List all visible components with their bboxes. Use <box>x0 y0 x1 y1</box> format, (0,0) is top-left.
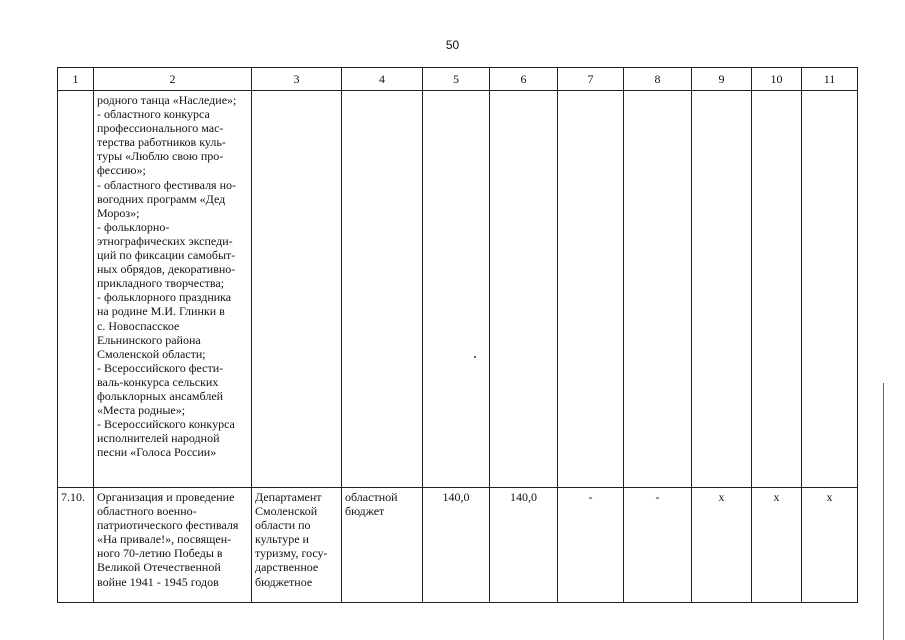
item-description-lines <box>94 488 251 589</box>
text-line: бюджет <box>345 504 385 519</box>
text-line: исполнителей народной <box>97 431 220 446</box>
text-line: песни «Голоса России» <box>97 445 217 460</box>
text-line: бюджетное <box>255 574 313 589</box>
text-line: родного танца «Наследие»; <box>97 93 237 107</box>
cell-empty-6 <box>490 91 558 488</box>
cell-empty-7 <box>558 91 624 488</box>
program-table <box>57 67 858 603</box>
cell-empty-9 <box>692 91 752 488</box>
cell-empty-5 <box>423 91 490 488</box>
cell-empty-10 <box>752 91 802 488</box>
cell-col11 <box>802 488 858 603</box>
cell-col10 <box>752 488 802 603</box>
cell-year1 <box>490 488 558 603</box>
cell-empty-4 <box>342 91 423 488</box>
header-col-10: 10 <box>752 68 802 91</box>
cell-description-continuation <box>94 91 252 488</box>
text-line: войне 1941 - 1945 годов <box>97 574 219 589</box>
header-col-2: 2 <box>94 68 252 91</box>
total-value: 140,0 <box>442 490 470 504</box>
text-line: с. Новоспасское <box>97 318 180 333</box>
col9-value: х <box>718 490 725 504</box>
cell-empty-8 <box>624 91 692 488</box>
text-line: - областного фестиваля но- <box>97 177 236 192</box>
text-line: туры «Люблю свою про- <box>97 149 224 164</box>
text-line: ций по фиксации самобыт- <box>97 248 236 263</box>
header-col-11: 11 <box>802 68 858 91</box>
header-col-4: 4 <box>342 68 423 91</box>
text-line: туризму, госу- <box>255 546 328 561</box>
text-line: Смоленской <box>255 504 318 519</box>
text-line: Великой Отечественной <box>97 560 221 575</box>
header-col-3: 3 <box>252 68 342 91</box>
cell-col9 <box>692 488 752 603</box>
text-line: на родине М.И. Глинки в <box>97 304 225 319</box>
scan-margin-line <box>883 383 884 640</box>
text-line: культуре и <box>255 532 309 547</box>
text-line: - Всероссийского фести- <box>97 360 224 375</box>
text-line: прикладного творчества; <box>97 276 225 291</box>
col11-value: х <box>826 490 833 504</box>
year2-value: - <box>588 490 593 504</box>
text-line: - фольклорно- <box>97 219 170 234</box>
cell-executor <box>252 488 342 603</box>
text-line: ного 70-летию Победы в <box>97 546 223 561</box>
text-line: фессию»; <box>97 163 146 178</box>
text-line: - фольклорного праздника <box>97 290 232 305</box>
cell-item-number <box>58 488 94 603</box>
text-line: - Всероссийского конкурса <box>97 417 235 432</box>
header-col-7: 7 <box>558 68 624 91</box>
text-line: Организация и проведение <box>97 490 235 504</box>
header-row <box>58 68 858 91</box>
page-number: 50 <box>445 38 460 52</box>
text-line: Ельнинского района <box>97 332 201 347</box>
text-line: валь-конкурса сельских <box>97 374 219 389</box>
text-line: областного военно- <box>97 504 197 519</box>
description-lines <box>94 91 251 459</box>
table-row-7-10 <box>58 488 858 603</box>
cell-empty-11 <box>802 91 858 488</box>
text-line: профессионального мас- <box>97 121 224 136</box>
header-col-1: 1 <box>58 68 94 91</box>
item-number: 7.10. <box>61 490 85 504</box>
cell-funding-source <box>342 488 423 603</box>
text-line: - областного конкурса <box>97 107 210 122</box>
executor-lines <box>252 488 341 589</box>
text-line: областной <box>345 490 398 504</box>
text-line: вогодних программ «Дед <box>97 191 226 206</box>
text-line: Департамент <box>255 490 322 504</box>
text-line: фольклорных ансамблей <box>97 388 224 403</box>
col10-value: х <box>773 490 780 504</box>
header-col-5: 5 <box>423 68 490 91</box>
table-row-continuation <box>58 91 858 488</box>
cell-empty-3 <box>252 91 342 488</box>
text-line: патриотического фестиваля <box>97 518 239 533</box>
text-line: «На привале!», посвящен- <box>97 532 232 547</box>
text-line: Смоленской области; <box>97 346 206 361</box>
cell-item-description <box>94 488 252 603</box>
text-line: терства работников куль- <box>97 135 226 150</box>
text-line: «Места родные»; <box>97 403 186 418</box>
header-col-6: 6 <box>490 68 558 91</box>
text-line: дарственное <box>255 560 319 575</box>
cell-total <box>423 488 490 603</box>
funding-source-lines <box>342 488 422 518</box>
year3-value: - <box>655 490 660 504</box>
header-col-8: 8 <box>624 68 692 91</box>
year1-value: 140,0 <box>510 490 537 504</box>
cell-number-empty <box>58 91 94 488</box>
scan-speck <box>474 356 476 358</box>
text-line: области по <box>255 518 311 533</box>
cell-year3 <box>624 488 692 603</box>
text-line: Мороз»; <box>97 205 140 220</box>
text-line: этнографических экспеди- <box>97 233 233 248</box>
text-line: ных обрядов, декоративно- <box>97 262 236 277</box>
header-col-9: 9 <box>692 68 752 91</box>
cell-year2 <box>558 488 624 603</box>
